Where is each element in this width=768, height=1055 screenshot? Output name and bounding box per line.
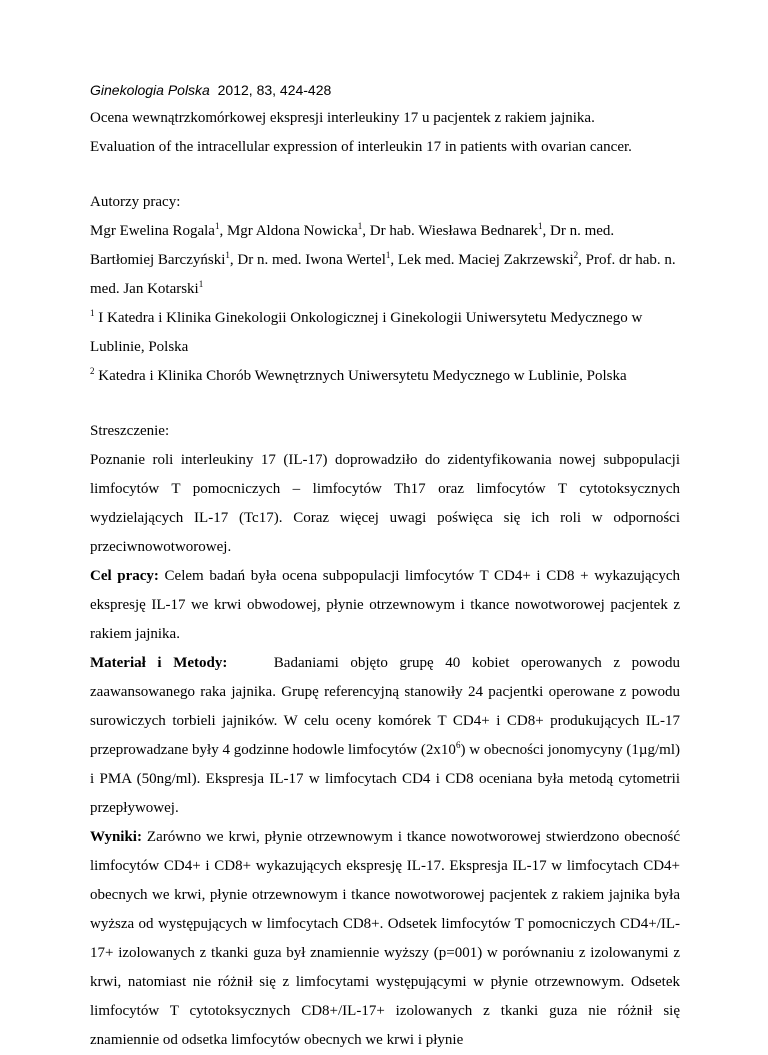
abstract-heading: Streszczenie: [90, 423, 170, 439]
journal-volume-pages: 2012, 83, 424-428 [217, 82, 332, 98]
authors-list [90, 217, 680, 304]
author-affiliation-number: 1 [198, 279, 204, 289]
author [237, 252, 397, 268]
author-affiliation-number: 1 [357, 221, 363, 231]
methods-label: Materiał i Metody: [90, 655, 228, 671]
affiliation-text: I Katedra i Klinika Ginekologii Onkologicznej i Ginekologii Uniwersytetu Medycznego w Lublinie, Polska [90, 310, 643, 355]
abstract-results [90, 823, 680, 1055]
author-separator: , [578, 252, 586, 268]
author-affiliation-number: 1 [538, 221, 543, 231]
author-name: Mgr Ewelina Rogala [90, 223, 215, 239]
author [370, 223, 550, 239]
abstract-methods [90, 649, 680, 823]
document-body [90, 78, 680, 1055]
author-affiliation-number: 1 [225, 250, 230, 260]
title-english: Evaluation of the intracellular expression of interleukin 17 in patients with ovarian cancer. [90, 139, 632, 155]
authors-heading: Autorzy pracy: [90, 194, 181, 210]
methods-text [90, 655, 680, 816]
affiliation-text: Katedra i Klinika Chorób Wewnętrznych Uniwersytetu Medycznego w Lublinie, Polska [98, 368, 627, 384]
affiliation-number: 2 [90, 366, 95, 376]
author [398, 252, 586, 268]
methods-text-part2: ) w obecności jonomycyny (1µg/ml) i PMA (50ng/ml). Ekspresja IL-17 w limfocytach CD4 i CD8 oceniana była metodą cytometrii przepływowej. [90, 742, 681, 816]
author-affiliation-number: 1 [385, 250, 391, 260]
author-separator: , [219, 223, 227, 239]
affiliation-number: 1 [90, 308, 95, 318]
aim-label: Cel pracy: [90, 568, 159, 584]
author-separator: , [542, 223, 551, 239]
author [90, 223, 227, 239]
author-separator: , [229, 252, 238, 268]
title-polish: Ocena wewnątrzkomórkowej ekspresji interleukiny 17 u pacjentek z rakiem jajnika. [90, 110, 595, 126]
methods-superscript: 6 [455, 740, 461, 750]
affiliation [90, 362, 680, 391]
abstract-intro: Poznanie roli interleukiny 17 (IL-17) doprowadziło do zidentyfikowania nowej subpopulacji limfocytów T pomocniczych – limfocytów Th17 oraz limfocytów T cytotoksycznych wydzielających IL-17 (Tc17). Coraz więcej uwagi poświęca się ich roli w odporności przeciwnowotworowej. [90, 452, 680, 555]
author-name: Mgr Aldona Nowicka [226, 223, 358, 239]
affiliation [90, 304, 680, 362]
author-name: Lek med. Maciej Zakrzewski [397, 252, 574, 268]
methods-text-part1: Badaniami objęto grupę 40 kobiet operowanych z powodu zaawansowanego raka jajnika. Grupę referencyjną stanowiły 24 pacjentki operowane z powodu surowiczych torbieli jajników. W celu oceny komórek T CD4+ i CD8+ produkujących IL-17 przeprowadzane były 4 godzinne hodowle limfocytów (2x10 [90, 655, 680, 758]
journal-name: Ginekologia Polska [90, 82, 210, 98]
affiliations-list [90, 304, 680, 391]
author [227, 223, 370, 239]
aim-text: Celem badań była ocena subpopulacji limfocytów T CD4+ i CD8 + wykazujących ekspresję IL-17 we krwi obwodowej, płynie otrzewnowym i tkance nowotworowej pacjentek z rakiem jajnika. [90, 568, 681, 642]
author-affiliation-number: 2 [573, 250, 579, 260]
author-name: Dr n. med. Iwona Wertel [237, 252, 386, 268]
results-label: Wyniki: [90, 829, 142, 845]
author-affiliation-number: 1 [214, 221, 220, 231]
abstract-aim [90, 562, 680, 649]
author-name: Dr hab. Wiesława Bednarek [369, 223, 539, 239]
author-name: Dr n. med. Bartłomiej Barczyński [90, 223, 615, 268]
author-name: Prof. dr hab. n. med. Jan Kotarski [90, 252, 676, 297]
journal-citation [90, 78, 680, 102]
author-separator: , [390, 252, 398, 268]
author-separator: , [362, 223, 370, 239]
results-text: Zarówno we krwi, płynie otrzewnowym i tkance nowotworowej stwierdzono obecność limfocytów CD4+ i CD8+ wykazujących ekspresję IL-17. Ekspresja IL-17 w limfocytach CD4+ obecnych we krwi, płynie otrzewnowym i tkance nowotworowej pacjentek z rakiem jajnika była wyższa od występujących w limfocytach CD8+. Odsetek limfocytów T pomocniczych CD4+/IL-17+ izolowanych z tkanki guza był znamiennie wyższy (p=001) w porównaniu z izolowanymi z krwi, natomiast nie różnił się z limfocytami występującymi w płynie otrzewnowym. Odsetek limfocytów T cytotoksycznych CD8+/IL-17+ izolowanych z tkanki guza nie różnił się znamiennie od odsetka limfocytów obecnych we krwi i płynie [90, 829, 681, 1048]
